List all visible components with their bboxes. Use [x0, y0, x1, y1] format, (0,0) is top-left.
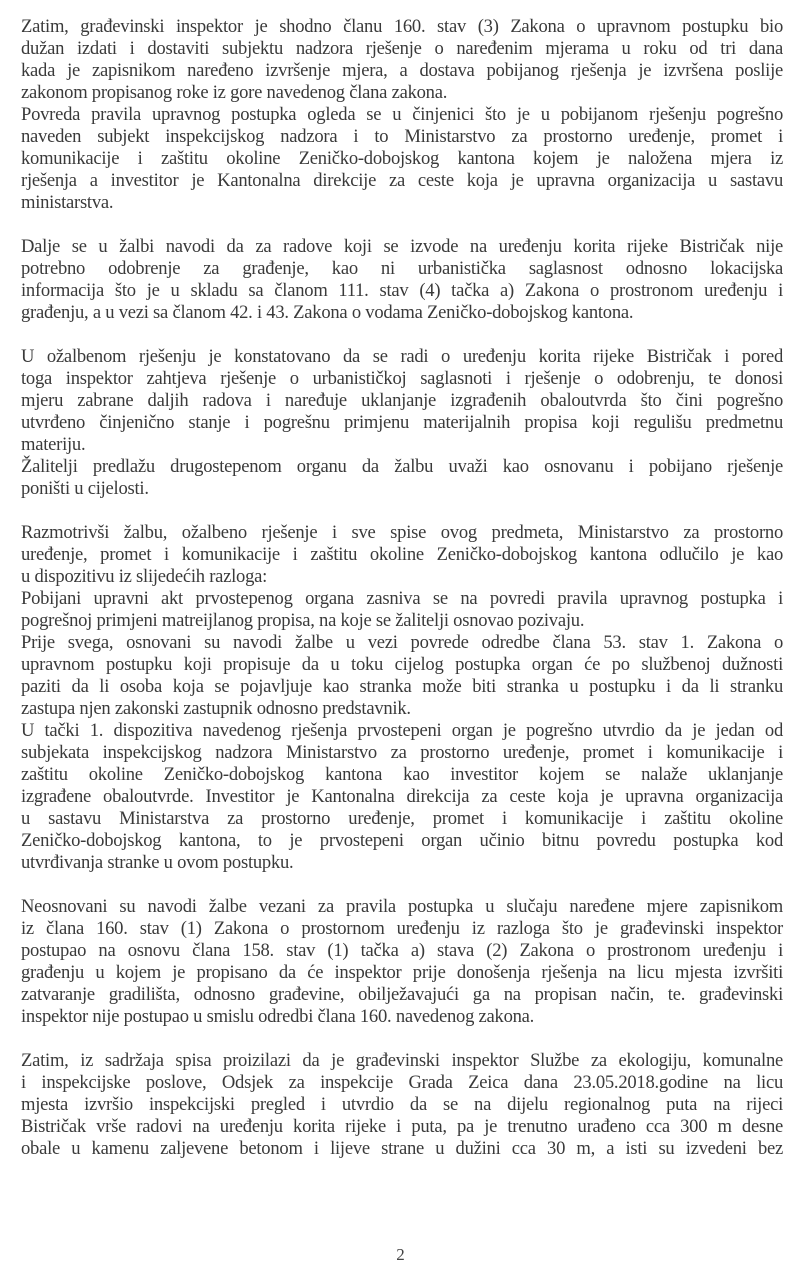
text-line: informacija što je u skladu sa članom 111. stav (4) tačka a) Zakona o prostronom uređenju i: [21, 280, 783, 301]
text-line: potrebno odobrenje za građenje, kao ni urbanistička saglasnost odnosno lokacijska: [21, 258, 783, 279]
paragraph: [21, 236, 783, 324]
text-line: građenju u kojem je propisano da će inspektor prije donošenja rješenja na licu mjesta izvršiti: [21, 962, 783, 983]
text-line: rješenja a investitor je Kantonalna direkcije za ceste koja je upravna organizacija u sastavu: [21, 170, 783, 191]
document-page: [21, 16, 783, 1160]
paragraph-spacer: [21, 324, 783, 346]
text-line: Neosnovani su navodi žalbe vezani za pravila postupka u slučaju naređene mjere zapisnikom: [21, 896, 783, 917]
text-line: Zatim, građevinski inspektor je shodno članu 160. stav (3) Zakona o upravnom postupku bio: [21, 16, 783, 37]
text-line: U ožalbenom rješenju je konstatovano da se radi o uređenju korita rijeke Bistričak i pored: [21, 346, 783, 367]
text-line: uređenje, promet i komunikacije i zaštitu okoline Zeničko-dobojskog kantona odlučilo je kao: [21, 544, 783, 565]
text-line: dužan izdati i dostaviti subjektu nadzora rješenje o naređenim mjerama u roku od tri dana: [21, 38, 783, 59]
paragraph: [21, 632, 783, 720]
text-line: mjeru zabrane daljih radova i naređuje uklanjanje izgrađenih obaloutvrda što čini pogrešno: [21, 390, 783, 411]
paragraph: [21, 346, 783, 456]
text-line: Zeničko-dobojskog kantona, to je prvostepeni organ učinio bitnu povredu postupka kod: [21, 830, 783, 851]
text-line: Povreda pravila upravnog postupka ogleda se u činjenici što je u pobijanom rješenju pogrešno: [21, 104, 783, 125]
text-line: Žalitelji predlažu drugostepenom organu da žalbu uvaži kao osnovanu i pobijano rješenje: [21, 456, 783, 477]
text-line: zatvaranje gradilišta, odnosno građevine, obilježavajući ga na propisan način, te. građevinski: [21, 984, 783, 1005]
text-line: izgrađene obaloutvrde. Investitor je Kantonalna direkcija za ceste koja je upravna organizacija: [21, 786, 783, 807]
text-line: materiju.: [21, 434, 86, 455]
paragraph: [21, 522, 783, 588]
paragraph: [21, 896, 783, 1028]
text-line: zastupa njen zakonski zastupnik odnosno predstavnik.: [21, 698, 411, 719]
text-line: građenju, a u vezi sa članom 42. i 43. Zakona o vodama Zeničko-dobojskog kantona.: [21, 302, 634, 323]
text-line: upravnom postupku koji propisuje da u toku cijelog postupka organ će po službenoj dužnosti: [21, 654, 783, 675]
paragraph-spacer: [21, 214, 783, 236]
text-line: postupao na osnovu člana 158. stav (1) tačka a) stava (2) Zakona o prostronom uređenju i: [21, 940, 783, 961]
text-line: zakonom propisanog roke iz gore navedenog člana zakona.: [21, 82, 448, 103]
paragraph: [21, 104, 783, 214]
text-line: utvrđeno činjenično stanje i pogrešnu primjenu materijalnih propisa koji regulišu predmetnu: [21, 412, 783, 433]
text-line: toga inspektor zahtjeva rješenje o urbanističkoj saglasnoti i rješenje o odobrenju, te donosi: [21, 368, 783, 389]
text-line: poništi u cijelosti.: [21, 478, 149, 499]
text-line: zaštitu okoline Zeničko-dobojskog kantona kao investitor kojem se nalaže uklanjanje: [21, 764, 783, 785]
paragraph-spacer: [21, 874, 783, 896]
text-line: Prije svega, osnovani su navodi žalbe u vezi povrede odredbe člana 53. stav 1. Zakona o: [21, 632, 783, 653]
text-line: subjekata inspekcijskog nadzora Ministarstvo za prostorno uređenje, promet i komunikacije i: [21, 742, 783, 763]
paragraph: [21, 720, 783, 874]
text-line: komunikacije i zaštitu okoline Zeničko-dobojskog kantona kojem je naložena mjera iz: [21, 148, 783, 169]
text-line: paziti da li osoba koja se pojavljuje kao stranka može biti stranka u postupku i da li stranku: [21, 676, 783, 697]
text-line: Pobijani upravni akt prvostepenog organa zasniva se na povredi pravila upravnog postupka i: [21, 588, 783, 609]
text-line: i inspekcijske poslove, Odsjek za inspekcije Grada Zeica dana 23.05.2018.godine na licu: [21, 1072, 783, 1093]
text-line: Bistričak vrše radovi na uređenju korita rijeke i puta, pa je trenutno urađeno cca 300 m desne: [21, 1116, 783, 1137]
paragraph: [21, 1050, 783, 1160]
page-number: 2: [396, 1245, 405, 1264]
text-line: Zatim, iz sadržaja spisa proizilazi da je građevinski inspektor Službe za ekologiju, komunalne: [21, 1050, 783, 1071]
text-line: Razmotrivši žalbu, ožalbeno rješenje i sve spise ovog predmeta, Ministarstvo za prostorno: [21, 522, 783, 543]
paragraph: [21, 456, 783, 500]
text-line: Dalje se u žalbi navodi da za radove koji se izvode na uređenju korita rijeke Bistričak nije: [21, 236, 783, 257]
text-line: iz člana 160. stav (1) Zakona o prostornom uređenju iz razloga što je građevinski inspektor: [21, 918, 783, 939]
text-line: inspektor nije postupao u smislu odredbi člana 160. navedenog zakona.: [21, 1006, 535, 1027]
paragraph: [21, 588, 783, 632]
paragraph: [21, 16, 783, 104]
text-line: mjesta izvršio inspekcijski pregled i utvrdio da se na dijelu regionalnog puta na rijeci: [21, 1094, 783, 1115]
text-line: utvrđivanja stranke u ovom postupku.: [21, 852, 294, 873]
paragraph-spacer: [21, 1028, 783, 1050]
text-line: U tački 1. dispozitiva navedenog rješenja prvostepeni organ je pogrešno utvrdio da je jedan od: [21, 720, 783, 741]
paragraph-spacer: [21, 500, 783, 522]
text-line: pogrešnoj primjeni matreijlanog propisa, na koje se žalitelji osnovao pozivaju.: [21, 610, 585, 631]
text-line: ministarstva.: [21, 192, 114, 213]
text-line: naveden subjekt inspekcijskog nadzora i to Ministarstvo za prostorno uređenje, promet i: [21, 126, 783, 147]
text-line: u dispozitivu iz slijedećih razloga:: [21, 566, 268, 587]
text-line: u sastavu Ministarstva za prostorno uređenje, promet i komunikacije i zaštitu okoline: [21, 808, 783, 829]
text-line: kada je zapisnikom naređeno izvršenje mjera, a dostava pobijanog rješenja je izvršena poslije: [21, 60, 783, 81]
text-line: obale u kamenu zaljevene betonom i lijeve strane u dužini cca 30 m, a isti su izvedeni bez: [21, 1138, 783, 1159]
